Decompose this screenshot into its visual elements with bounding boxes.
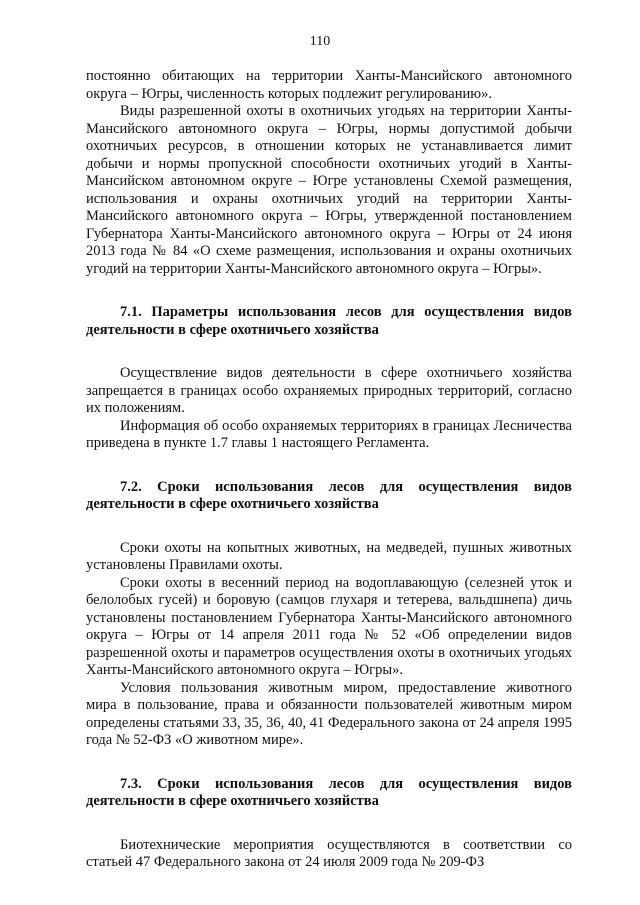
paragraph: Виды разрешенной охоты в охотничьих угодьях на территории Ханты-Мансийского автономного округа – Югры, нормы допустимой добычи охотничьих ресурсов, в отношении которых не устанавливается лимит добычи и нормы пропускной способности охотничьих угодий в Ханты-Мансийском автономном округе – Югре установлены Схемой размещения, использования и охраны охотничьих угодий на территории Ханты-Мансийского автономного округа – Югры, утвержденной постановлением Губернатора Ханты-Мансийского автономного округа – Югры от 24 июня 2013 года № 84 «О схеме размещения, использования и охраны охотничьих угодий на территории Ханты-Мансийского автономного округа – Югры». (86, 103, 572, 277)
page-number: 110 (309, 34, 331, 49)
paragraph: постоянно обитающих на территории Ханты-Мансийского автономного округа – Югры, численность которых подлежит регулированию». (86, 68, 572, 102)
paragraph: Сроки охоты в весенний период на водоплавающую (селезней уток и белолобых гусей) и боровую (самцов глухаря и тетерева, вальдшнепа) дичь установлены постановлением Губернатора Ханты-Мансийского автономного округа – Югры от 14 апреля 2011 года № 52 «Об определении видов разрешенной охоты и параметров осуществления охоты в охотничьих угодьях Ханты-Мансийского автономного округа – Югры». (86, 574, 572, 678)
section-heading: 7.1. Параметры использования лесов для осуществления видов деятельности в сфере охотничьего хозяйства (86, 304, 572, 338)
page-content (86, 68, 572, 872)
section-heading: 7.3. Сроки использования лесов для осуществления видов деятельности в сфере охотничьего хозяйства (86, 775, 572, 809)
paragraph: Сроки охоты на копытных животных, на медведей, пушных животных установлены Правилами охоты. (86, 539, 572, 573)
paragraph: Осуществление видов деятельности в сфере охотничьего хозяйства запрещается в границах особо охраняемых природных территорий, согласно их положениям. (86, 365, 572, 416)
section-heading: 7.2. Сроки использования лесов для осуществления видов деятельности в сфере охотничьего хозяйства (86, 478, 572, 512)
paragraph: Условия пользования животным миром, предоставление животного мира в пользование, права и обязанности пользователей животным миром определены статьями 33, 35, 36, 40, 41 Федерального закона от 24 апреля 1995 года № 52-ФЗ «О животном мире». (86, 679, 572, 748)
paragraph: Информация об особо охраняемых территориях в границах Лесничества приведена в пункте 1.7 главы 1 настоящего Регламента. (86, 417, 572, 451)
paragraph: Биотехнические мероприятия осуществляются в соответствии со статьей 47 Федерального закона от 24 июля 2009 года № 209-ФЗ (86, 836, 572, 870)
